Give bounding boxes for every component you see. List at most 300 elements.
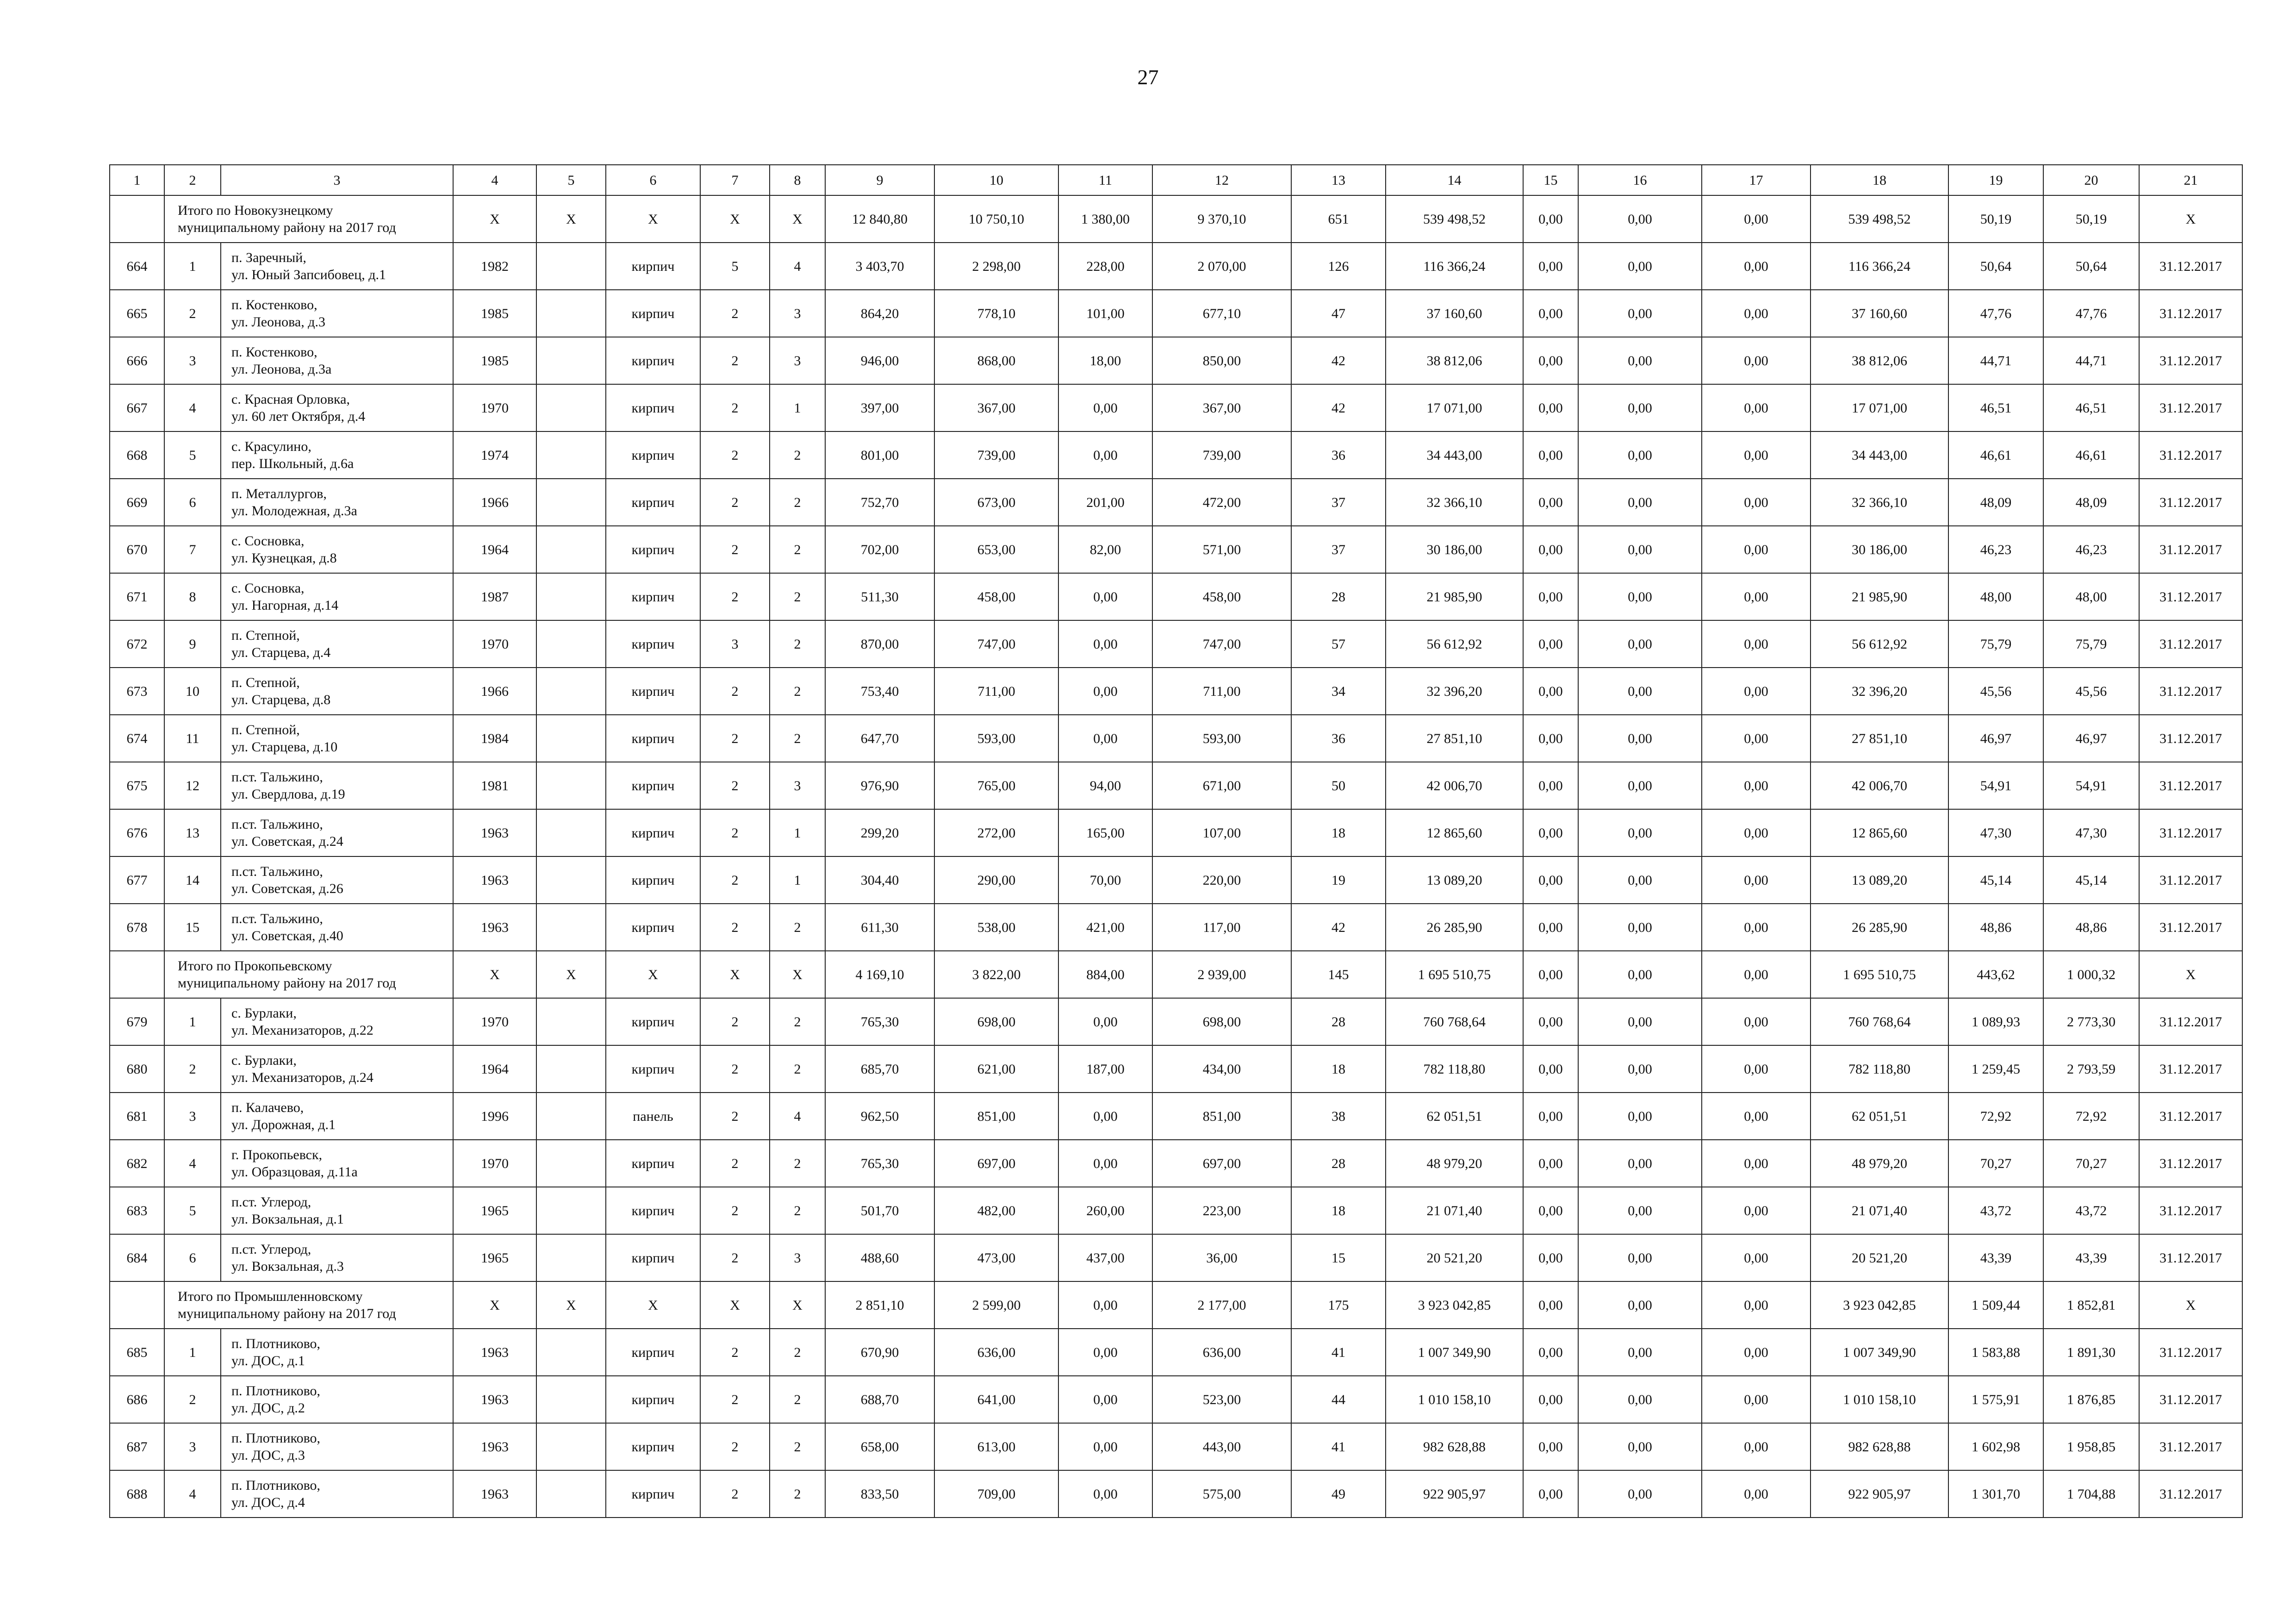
table-row (110, 762, 2242, 809)
sub-number: 4 (164, 384, 221, 431)
address-cell (221, 1187, 453, 1234)
table-cell: кирпич (606, 479, 700, 526)
table-cell: 1984 (453, 715, 536, 762)
table-cell: 1985 (453, 337, 536, 384)
text-line: п. Калачево, (231, 1100, 304, 1115)
text-line: п. Степной, (231, 628, 300, 643)
table-cell: 12 865,60 (1386, 809, 1523, 856)
table-cell: кирпич (606, 620, 700, 668)
table-cell: 31.12.2017 (2139, 526, 2242, 573)
table-cell: 42 (1291, 384, 1386, 431)
table-cell: X (453, 1281, 536, 1329)
table-cell: 473,00 (934, 1234, 1058, 1281)
table-cell: 1 (770, 809, 825, 856)
table-cell: 850,00 (1152, 337, 1291, 384)
table-cell: 539 498,52 (1811, 195, 1948, 243)
table-cell: 0,00 (1702, 290, 1811, 337)
table-cell: 0,00 (1523, 195, 1578, 243)
table-cell: 2 793,59 (2043, 1045, 2139, 1093)
column-number: 9 (825, 165, 934, 195)
table-cell: 28 (1291, 573, 1386, 620)
column-number: 14 (1386, 165, 1523, 195)
table-cell: 2 (770, 573, 825, 620)
column-number: 2 (164, 165, 221, 195)
table-cell: 0,00 (1702, 243, 1811, 290)
table-cell: 31.12.2017 (2139, 1329, 2242, 1376)
table-cell: 57 (1291, 620, 1386, 668)
table-cell: 75,79 (1948, 620, 2043, 668)
table-cell: 571,00 (1152, 526, 1291, 573)
row-number: 666 (110, 337, 164, 384)
table-cell: X (700, 951, 770, 998)
text-line: п.ст. Тальжино, (231, 769, 323, 785)
table-cell (536, 290, 606, 337)
column-number: 21 (2139, 165, 2242, 195)
table-cell (536, 1140, 606, 1187)
table-cell: 0,00 (1578, 620, 1702, 668)
table-cell: 48,86 (2043, 904, 2139, 951)
table-cell (536, 1423, 606, 1470)
table-cell: 0,00 (1702, 668, 1811, 715)
table-cell: 458,00 (1152, 573, 1291, 620)
table-cell: 47,76 (1948, 290, 2043, 337)
table-cell: 511,30 (825, 573, 934, 620)
table-cell: 28 (1291, 1140, 1386, 1187)
text-line: п. Плотниково, (231, 1430, 321, 1446)
table-cell: 36,00 (1152, 1234, 1291, 1281)
table-cell: кирпич (606, 809, 700, 856)
table-cell: 0,00 (1058, 1281, 1152, 1329)
table-cell: 0,00 (1702, 431, 1811, 479)
table-cell: кирпич (606, 384, 700, 431)
table-cell: 870,00 (825, 620, 934, 668)
table-cell: 31.12.2017 (2139, 1470, 2242, 1518)
table-cell: 2 (700, 479, 770, 526)
table-cell: 0,00 (1578, 856, 1702, 904)
table-cell: кирпич (606, 1187, 700, 1234)
table-row (110, 431, 2242, 479)
text-line: п. Металлургов, (231, 486, 327, 501)
table-cell: 658,00 (825, 1423, 934, 1470)
table-cell (536, 337, 606, 384)
table-cell: X (453, 951, 536, 998)
table-cell: 47,30 (2043, 809, 2139, 856)
table-cell: 50 (1291, 762, 1386, 809)
table-cell: 31.12.2017 (2139, 856, 2242, 904)
column-number: 6 (606, 165, 700, 195)
table-cell: 70,00 (1058, 856, 1152, 904)
table-cell: 1963 (453, 809, 536, 856)
table-cell: 0,00 (1523, 998, 1578, 1045)
sub-number: 15 (164, 904, 221, 951)
text-line: ул. Механизаторов, д.24 (231, 1070, 373, 1085)
table-cell: 851,00 (934, 1093, 1058, 1140)
table-cell: 0,00 (1578, 1376, 1702, 1423)
table-cell: 1965 (453, 1234, 536, 1281)
column-number: 5 (536, 165, 606, 195)
table-cell: 44 (1291, 1376, 1386, 1423)
address-cell (221, 904, 453, 951)
table-cell: 48,09 (2043, 479, 2139, 526)
table-cell: 31.12.2017 (2139, 384, 2242, 431)
table-cell: кирпич (606, 762, 700, 809)
table-row (110, 290, 2242, 337)
table-cell: 223,00 (1152, 1187, 1291, 1234)
table-cell: 0,00 (1578, 290, 1702, 337)
table-cell: 922 905,97 (1386, 1470, 1523, 1518)
table-row (110, 526, 2242, 573)
table-cell: 9 370,10 (1152, 195, 1291, 243)
table-cell: 621,00 (934, 1045, 1058, 1093)
table-cell: 0,00 (1523, 809, 1578, 856)
table-cell: 46,51 (1948, 384, 2043, 431)
table-cell: 38 812,06 (1811, 337, 1948, 384)
table-cell: кирпич (606, 1140, 700, 1187)
table-cell: 44,71 (1948, 337, 2043, 384)
table-cell: 49 (1291, 1470, 1386, 1518)
table-cell: 1 301,70 (1948, 1470, 2043, 1518)
table-cell: 0,00 (1702, 1234, 1811, 1281)
sub-number: 2 (164, 290, 221, 337)
table-cell: 32 366,10 (1386, 479, 1523, 526)
table-cell: кирпич (606, 431, 700, 479)
text-line: ул. ДОС, д.2 (231, 1400, 305, 1416)
table-cell: 1970 (453, 620, 536, 668)
table-cell: 0,00 (1523, 1470, 1578, 1518)
table-cell: 864,20 (825, 290, 934, 337)
table-cell: 187,00 (1058, 1045, 1152, 1093)
table-cell: 3 (770, 337, 825, 384)
table-cell: 0,00 (1578, 1281, 1702, 1329)
table-cell: 62 051,51 (1386, 1093, 1523, 1140)
table-cell: 0,00 (1578, 1093, 1702, 1140)
column-number: 19 (1948, 165, 2043, 195)
text-line: с. Красная Орловка, (231, 392, 350, 407)
table-cell: 2 (700, 904, 770, 951)
table-cell: кирпич (606, 998, 700, 1045)
table-cell (536, 1234, 606, 1281)
table-cell: 27 851,10 (1386, 715, 1523, 762)
table-cell: 45,56 (1948, 668, 2043, 715)
table-cell: 0,00 (1523, 384, 1578, 431)
table-cell: 2 (700, 1045, 770, 1093)
table-cell: 2 (770, 1470, 825, 1518)
table-cell: 2 (770, 904, 825, 951)
table-cell: 46,61 (1948, 431, 2043, 479)
text-line: ул. Механизаторов, д.22 (231, 1023, 373, 1038)
table-cell: кирпич (606, 904, 700, 951)
table-cell: 0,00 (1578, 668, 1702, 715)
table-cell: 0,00 (1523, 620, 1578, 668)
row-number: 670 (110, 526, 164, 573)
table-cell: 37 160,60 (1386, 290, 1523, 337)
table-cell: 0,00 (1702, 195, 1811, 243)
table-cell: 0,00 (1578, 195, 1702, 243)
table-cell: 2 177,00 (1152, 1281, 1291, 1329)
table-cell: 2 (770, 1376, 825, 1423)
sub-number: 4 (164, 1140, 221, 1187)
table-cell: 671,00 (1152, 762, 1291, 809)
housing-register-table (109, 164, 2243, 1518)
row-number: 680 (110, 1045, 164, 1093)
table-cell: X (770, 1281, 825, 1329)
text-line: ул. Вокзальная, д.1 (231, 1212, 344, 1227)
table-cell: 1 010 158,10 (1386, 1376, 1523, 1423)
table-cell: 1 010 158,10 (1811, 1376, 1948, 1423)
table-cell: 2 (770, 431, 825, 479)
table-cell: 28 (1291, 998, 1386, 1045)
table-cell: 31.12.2017 (2139, 762, 2242, 809)
table-cell: 0,00 (1702, 762, 1811, 809)
table-cell: 54,91 (1948, 762, 2043, 809)
table-cell: 2 (700, 998, 770, 1045)
table-cell: 0,00 (1702, 479, 1811, 526)
table-cell: 2 (770, 1329, 825, 1376)
table-cell: 946,00 (825, 337, 934, 384)
row-number: 682 (110, 1140, 164, 1187)
table-cell: 2 (700, 668, 770, 715)
address-cell (221, 1376, 453, 1423)
table-cell: 0,00 (1702, 1093, 1811, 1140)
table-cell: 1982 (453, 243, 536, 290)
table-cell: 801,00 (825, 431, 934, 479)
address-cell (221, 1045, 453, 1093)
row-number: 681 (110, 1093, 164, 1140)
address-cell (221, 573, 453, 620)
text-line: с. Бурлаки, (231, 1053, 297, 1068)
table-cell: 2 851,10 (825, 1281, 934, 1329)
table-cell: 46,23 (1948, 526, 2043, 573)
table-row (110, 1376, 2242, 1423)
row-number: 679 (110, 998, 164, 1045)
table-cell: 37 (1291, 526, 1386, 573)
table-cell: 698,00 (1152, 998, 1291, 1045)
row-number: 674 (110, 715, 164, 762)
table-cell: 1970 (453, 1140, 536, 1187)
table-cell: 0,00 (1578, 809, 1702, 856)
sub-number: 2 (164, 1045, 221, 1093)
table-cell: 45,14 (2043, 856, 2139, 904)
address-cell (221, 526, 453, 573)
table-cell: 1 089,93 (1948, 998, 2043, 1045)
table-cell: 538,00 (934, 904, 1058, 951)
text-line: ул. Нагорная, д.14 (231, 598, 339, 613)
table-cell: 670,90 (825, 1329, 934, 1376)
table-cell: 0,00 (1578, 1470, 1702, 1518)
column-number: 16 (1578, 165, 1702, 195)
text-line: Итого по Промышленновскому (178, 1289, 363, 1304)
table-cell: 0,00 (1578, 904, 1702, 951)
table-cell: 31.12.2017 (2139, 809, 2242, 856)
table-cell: 1963 (453, 1376, 536, 1423)
row-number: 687 (110, 1423, 164, 1470)
sub-number: 11 (164, 715, 221, 762)
table-cell: кирпич (606, 573, 700, 620)
table-cell: 747,00 (934, 620, 1058, 668)
table-cell: 0,00 (1702, 1140, 1811, 1187)
table-cell: 2 (700, 431, 770, 479)
table-cell: 47,76 (2043, 290, 2139, 337)
address-cell (221, 479, 453, 526)
table-cell (536, 620, 606, 668)
table-cell: 0,00 (1578, 1234, 1702, 1281)
table-cell: 0,00 (1702, 620, 1811, 668)
table-cell: 126 (1291, 243, 1386, 290)
text-line: п.ст. Тальжино, (231, 911, 323, 926)
table-cell: 833,50 (825, 1470, 934, 1518)
table-cell: 31.12.2017 (2139, 1045, 2242, 1093)
table-cell: 62 051,51 (1811, 1093, 1948, 1140)
table-cell: 2 (770, 1187, 825, 1234)
table-cell: 677,10 (1152, 290, 1291, 337)
table-row (110, 1140, 2242, 1187)
table-cell: 2 (700, 715, 770, 762)
table-cell: 1963 (453, 904, 536, 951)
table-cell: 31.12.2017 (2139, 620, 2242, 668)
table-row (110, 573, 2242, 620)
table-cell: 982 628,88 (1811, 1423, 1948, 1470)
table-cell: 0,00 (1702, 337, 1811, 384)
table-cell: 18 (1291, 809, 1386, 856)
row-number: 683 (110, 1187, 164, 1234)
table-cell: 0,00 (1523, 1234, 1578, 1281)
column-number: 11 (1058, 165, 1152, 195)
sub-number: 12 (164, 762, 221, 809)
table-cell: 3 (770, 762, 825, 809)
table-cell: 1996 (453, 1093, 536, 1140)
table-cell: 539 498,52 (1386, 195, 1523, 243)
table-cell: 36 (1291, 431, 1386, 479)
table-cell: 13 089,20 (1386, 856, 1523, 904)
address-cell (221, 809, 453, 856)
address-cell (221, 715, 453, 762)
table-cell: 636,00 (1152, 1329, 1291, 1376)
table-cell: 0,00 (1523, 715, 1578, 762)
row-number: 685 (110, 1329, 164, 1376)
table-cell: 0,00 (1702, 1470, 1811, 1518)
table-cell: 1963 (453, 1329, 536, 1376)
table-cell: кирпич (606, 337, 700, 384)
table-cell: 43,39 (2043, 1234, 2139, 1281)
table-cell: 48 979,20 (1811, 1140, 1948, 1187)
table-cell: кирпич (606, 526, 700, 573)
table-cell: 45,56 (2043, 668, 2139, 715)
table-cell (536, 1187, 606, 1234)
table-cell: 20 521,20 (1811, 1234, 1948, 1281)
table-cell: 2 (700, 1140, 770, 1187)
table-cell: 2 (770, 479, 825, 526)
table-row (110, 620, 2242, 668)
table-row (110, 1329, 2242, 1376)
table-cell: 1963 (453, 856, 536, 904)
sub-number: 3 (164, 337, 221, 384)
table-cell: 2 (700, 856, 770, 904)
table-cell: 46,97 (1948, 715, 2043, 762)
table-cell: 42 006,70 (1811, 762, 1948, 809)
table-cell: 2 (700, 384, 770, 431)
table-cell: 782 118,80 (1811, 1045, 1948, 1093)
table-cell: 2 (700, 526, 770, 573)
table-cell: 1 380,00 (1058, 195, 1152, 243)
text-line: п. Плотниково, (231, 1478, 321, 1493)
address-cell (221, 1329, 453, 1376)
table-cell: 47 (1291, 290, 1386, 337)
address-cell (221, 856, 453, 904)
table-cell: 1966 (453, 668, 536, 715)
table-cell: 0,00 (1578, 1045, 1702, 1093)
table-row (110, 384, 2242, 431)
table-cell (536, 479, 606, 526)
text-line: ул. Советская, д.26 (231, 881, 343, 896)
address-cell (221, 1423, 453, 1470)
text-line: с. Сосновка, (231, 581, 305, 596)
table-cell: 0,00 (1058, 384, 1152, 431)
table-cell (536, 1376, 606, 1423)
table-cell: X (536, 1281, 606, 1329)
table-cell: 922 905,97 (1811, 1470, 1948, 1518)
table-cell: 1 695 510,75 (1386, 951, 1523, 998)
subtotal-label (164, 1281, 453, 1329)
table-cell: 32 396,20 (1386, 668, 1523, 715)
table-cell: 367,00 (934, 384, 1058, 431)
table-row (110, 1093, 2242, 1140)
table-cell: 18,00 (1058, 337, 1152, 384)
table-cell: 2 298,00 (934, 243, 1058, 290)
table-cell: 2 939,00 (1152, 951, 1291, 998)
text-line: Итого по Новокузнецкому (178, 203, 333, 218)
table-cell: 0,00 (1523, 1140, 1578, 1187)
table-cell: 575,00 (1152, 1470, 1291, 1518)
text-line: ул. Молодежная, д.3а (231, 503, 357, 518)
table-cell: 30 186,00 (1811, 526, 1948, 573)
table-cell: 611,30 (825, 904, 934, 951)
table-cell: кирпич (606, 1423, 700, 1470)
row-number: 686 (110, 1376, 164, 1423)
text-line: с. Красулино, (231, 439, 311, 454)
table-cell: 2 (770, 998, 825, 1045)
table-cell: 0,00 (1058, 620, 1152, 668)
text-line: п.ст. Углерод, (231, 1194, 311, 1210)
table-cell: 688,70 (825, 1376, 934, 1423)
table-cell: X (606, 195, 700, 243)
table-cell: 0,00 (1702, 951, 1811, 998)
table-cell: 421,00 (1058, 904, 1152, 951)
table-cell: 48,00 (1948, 573, 2043, 620)
table-cell: 753,40 (825, 668, 934, 715)
text-line: п. Костенково, (231, 344, 317, 360)
table-cell: 70,27 (1948, 1140, 2043, 1187)
table-cell: 31.12.2017 (2139, 337, 2242, 384)
table-cell: 2 (770, 1045, 825, 1093)
text-line: г. Прокопьевск, (231, 1147, 323, 1162)
text-line: п.ст. Тальжино, (231, 817, 323, 832)
table-cell: 434,00 (1152, 1045, 1291, 1093)
table-cell: 1970 (453, 998, 536, 1045)
table-cell: 45,14 (1948, 856, 2043, 904)
table-cell: 2 (770, 526, 825, 573)
table-cell: 31.12.2017 (2139, 1187, 2242, 1234)
table-cell: 0,00 (1702, 809, 1811, 856)
table-cell: 0,00 (1578, 1423, 1702, 1470)
table-cell: 0,00 (1702, 1329, 1811, 1376)
column-number: 3 (221, 165, 453, 195)
table-row (110, 243, 2242, 290)
table-cell: 30 186,00 (1386, 526, 1523, 573)
table-cell: 228,00 (1058, 243, 1152, 290)
table-cell (536, 856, 606, 904)
table-cell: 1 891,30 (2043, 1329, 2139, 1376)
table-cell: 641,00 (934, 1376, 1058, 1423)
